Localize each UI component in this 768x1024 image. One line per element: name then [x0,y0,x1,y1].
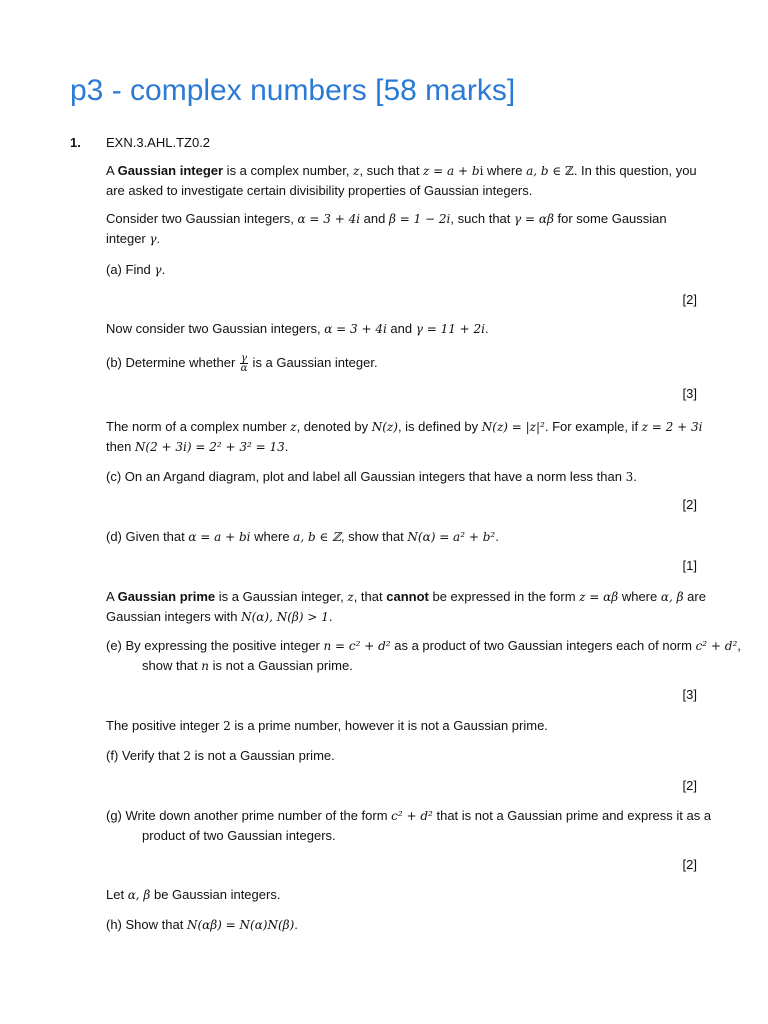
part-c-marks: [2] [682,497,697,512]
part-b: (b) Determine whether $\frac{\gamma}{\alpha}$ is a Gaussian integer. [106,353,378,375]
part-e-marks: [3] [682,687,697,702]
page-title: p3 - complex numbers [58 marks] [70,74,516,107]
part-h: (h) Show that N(αβ) = N(α)N(β). [106,917,298,932]
fraction-gamma-over-alpha: $\frac{\gamma}{\alpha}$ [240,353,248,375]
norm-definition: The norm of a complex number z, denoted by N(z), is defined by N(z) = |z|². For example, if z = 2 + 3i then N(2 + 3i) = 2² + 3² = 13. [106,419,703,454]
two-note: The positive integer 2 is a prime number, however it is not a Gaussian prime. [106,718,548,733]
intro-paragraph: A Gaussian integer is a complex number, z, such that z = a + bi where a, b ∈ ℤ. In this question, you are asked to investigate certain divisibility properties of Gaussian integers. [106,163,697,198]
part-b-marks: [3] [682,386,697,401]
part-g-marks: [2] [682,857,697,872]
question-number: 1. [70,135,81,150]
part-d-marks: [1] [682,558,697,573]
part-e: (e) By expressing the positive integer n = c² + d² as a product of two Gaussian integers each of norm c² + d², show that n is not a Gaussian prime. [106,638,741,673]
part-f-marks: [2] [682,778,697,793]
let-statement: Let α, β be Gaussian integers. [106,887,281,902]
consider-paragraph-2: Now consider two Gaussian integers, α = 3 + 4i and γ = 11 + 2i. [106,321,489,336]
part-f: (f) Verify that 2 is not a Gaussian prime. [106,748,335,763]
consider-paragraph-1: Consider two Gaussian integers, α = 3 + 4i and β = 1 − 2i, such that γ = αβ for some Gaussian integer γ. [106,211,667,246]
gaussian-prime-definition: A Gaussian prime is a Gaussian integer, z, that cannot be expressed in the form z = αβ where α, β are Gaussian integers with N(α), N(β) > 1. [106,589,706,624]
part-d: (d) Given that α = a + bi where a, b ∈ ℤ, show that N(α) = a² + b². [106,529,499,544]
part-c: (c) On an Argand diagram, plot and label all Gaussian integers that have a norm less than 3. [106,469,637,484]
part-a: (a) Find γ. [106,262,166,277]
part-a-marks: [2] [682,292,697,307]
part-g: (g) Write down another prime number of the form c² + d² that is not a Gaussian prime and express it as a product of two Gaussian integers. [106,808,712,843]
question-code: EXN.3.AHL.TZ0.2 [106,135,211,150]
